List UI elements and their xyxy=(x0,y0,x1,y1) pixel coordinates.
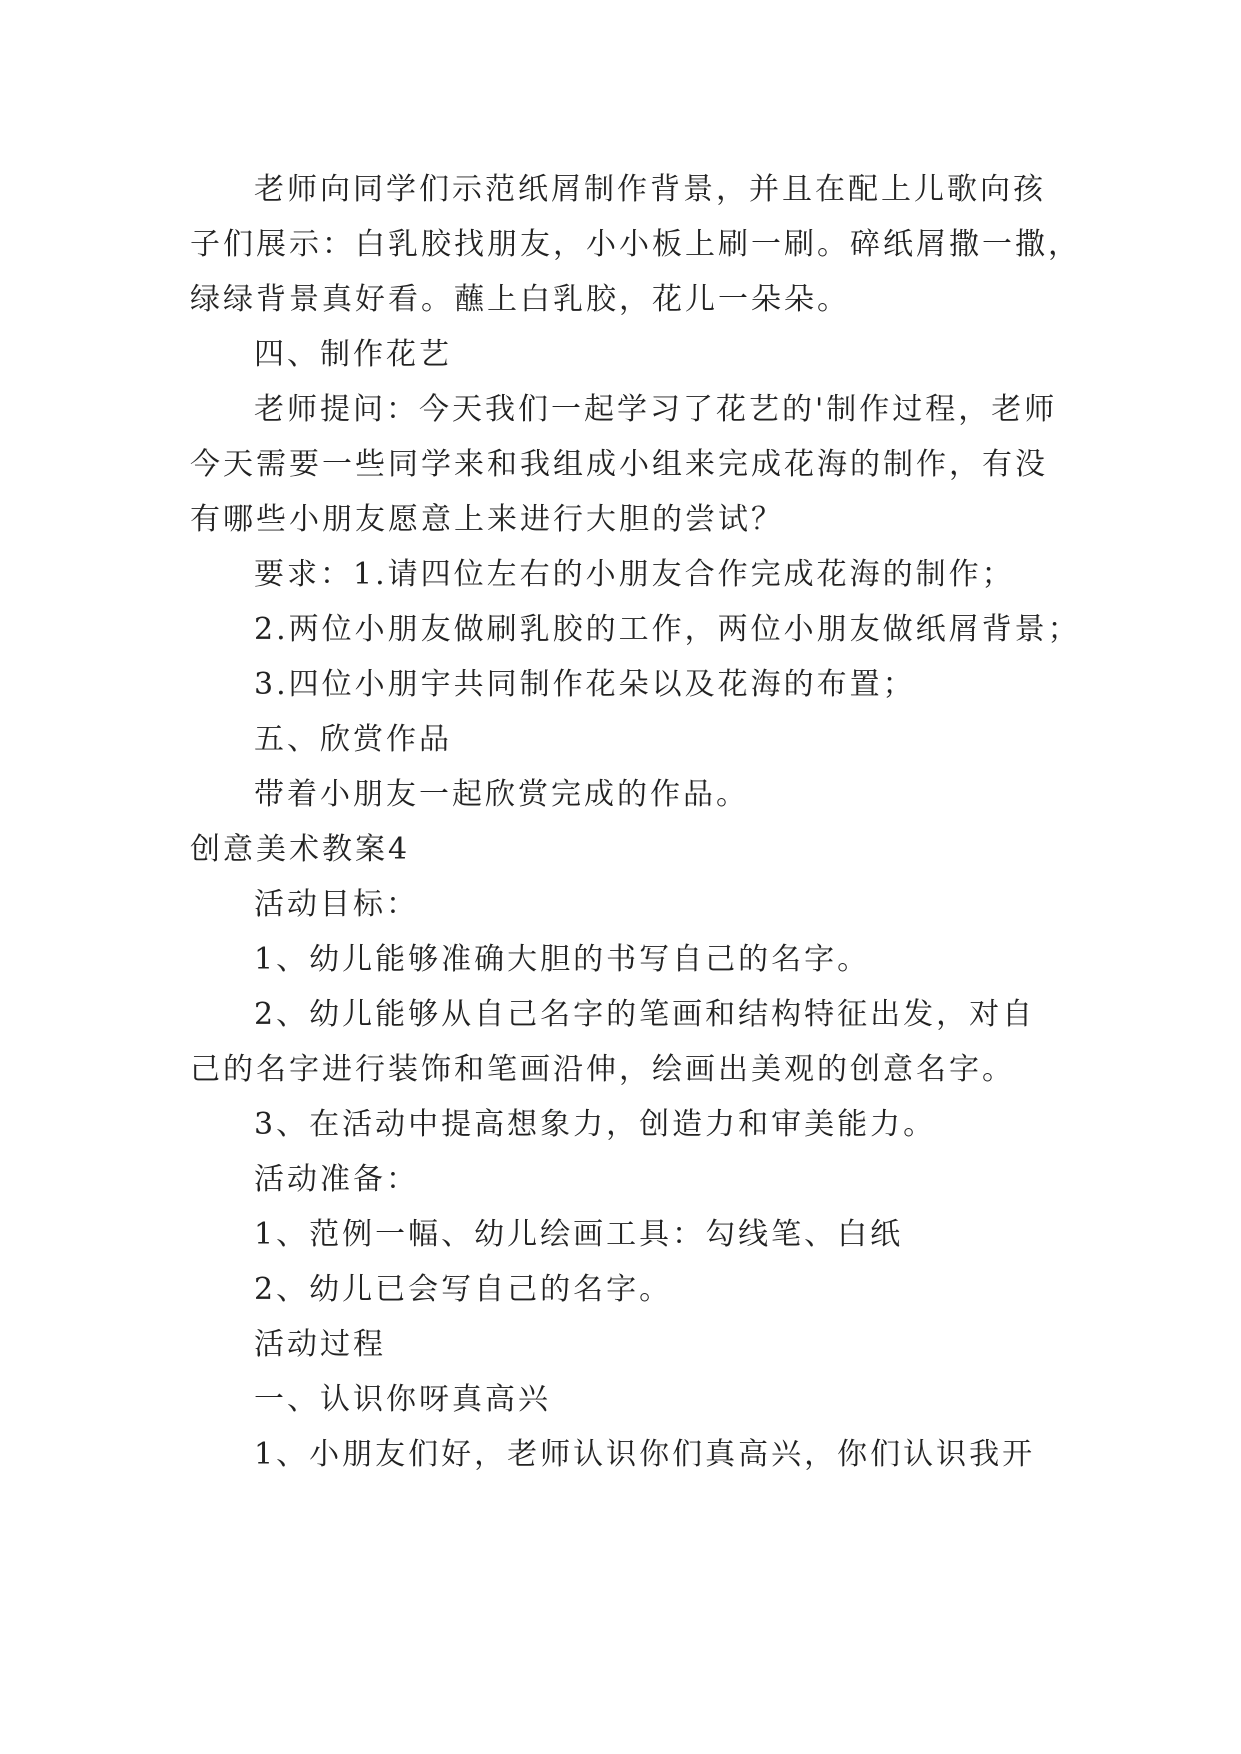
paragraph-line: 1、幼儿能够准确大胆的书写自己的名字。 xyxy=(254,942,871,977)
paragraph-line: 2、幼儿能够从自己名字的笔画和结构特征出发，对自 xyxy=(254,997,1036,1032)
section-heading: 四、制作花艺 xyxy=(254,337,452,372)
paragraph-line: 2、幼儿已会写自己的名字。 xyxy=(254,1272,673,1307)
paragraph-line: 2.两位小朋友做刷乳胶的工作，两位小朋友做纸屑背景； xyxy=(254,612,1081,647)
paragraph-line: 己的名字进行装饰和笔画沿伸，绘画出美观的创意名字。 xyxy=(190,1052,1015,1087)
paragraph-line: 1、范例一幅、幼儿绘画工具：勾线笔、白纸 xyxy=(254,1217,904,1252)
document-title: 创意美术教案4 xyxy=(190,832,411,867)
paragraph-line: 3、在活动中提高想象力，创造力和审美能力。 xyxy=(254,1107,937,1142)
paragraph-line: 绿绿背景真好看。蘸上白乳胶，花儿一朵朵。 xyxy=(190,282,850,317)
paragraph-line: 今天需要一些同学来和我组成小组来完成花海的制作，有没 xyxy=(190,447,1048,482)
paragraph-line: 1、小朋友们好，老师认识你们真高兴，你们认识我开 xyxy=(254,1437,1036,1472)
paragraph-line: 有哪些小朋友愿意上来进行大胆的尝试？ xyxy=(190,502,784,537)
paragraph-line: 要求：1.请四位左右的小朋友合作完成花海的制作； xyxy=(254,557,1015,592)
section-heading: 活动过程 xyxy=(254,1327,386,1362)
paragraph-line: 老师向同学们示范纸屑制作背景，并且在配上儿歌向孩 xyxy=(254,172,1046,207)
section-heading: 活动准备： xyxy=(254,1162,419,1197)
paragraph-line: 老师提问：今天我们一起学习了花艺的'制作过程，老师 xyxy=(254,392,1058,427)
section-heading: 活动目标： xyxy=(254,887,419,922)
paragraph-line: 带着小朋友一起欣赏完成的作品。 xyxy=(254,777,749,812)
paragraph-line: 子们展示：白乳胶找朋友，小小板上刷一刷。碎纸屑撒一撒， xyxy=(190,227,1081,262)
section-heading: 五、欣赏作品 xyxy=(254,722,452,757)
section-heading: 一、认识你呀真高兴 xyxy=(254,1382,551,1417)
paragraph-line: 3.四位小朋宇共同制作花朵以及花海的布置； xyxy=(254,667,916,702)
